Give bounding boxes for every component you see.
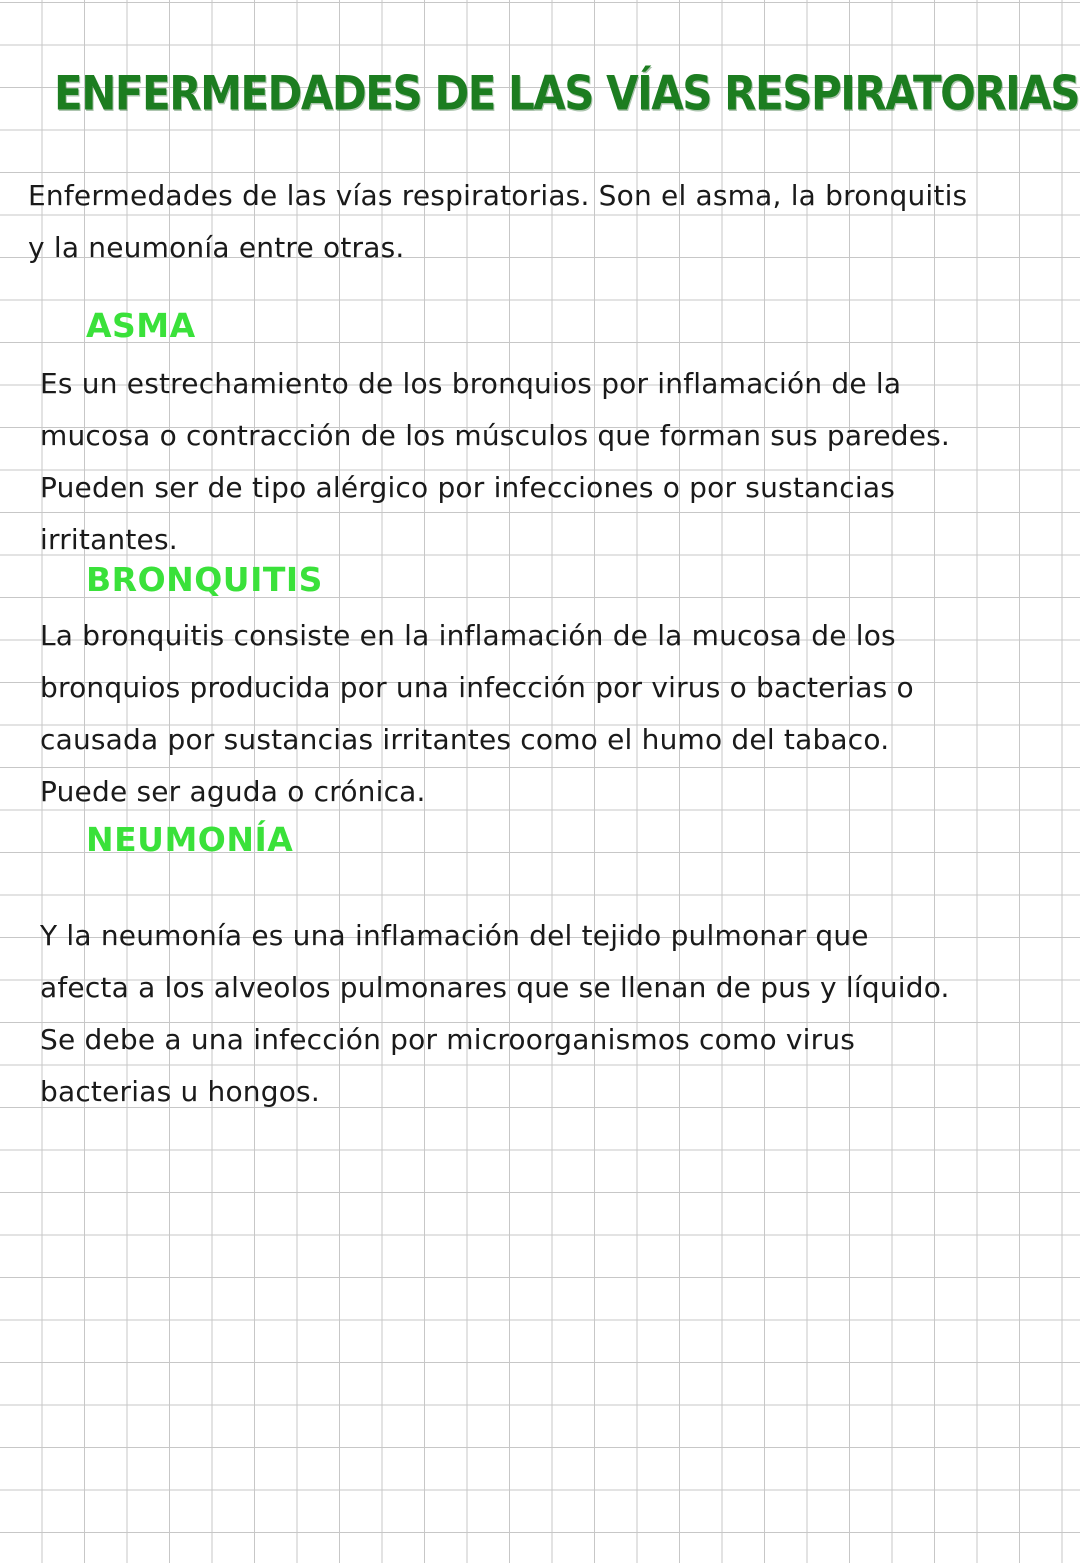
text-line: y la neumonía entre otras. <box>28 231 405 264</box>
text-line: causada por sustancias irritantes como el humo del tabaco. <box>40 723 890 756</box>
section-heading-neumonia: NEUMONÍA <box>86 820 294 859</box>
page-title: ENFERMEDADES DE LAS VÍAS RESPIRATORIAS <box>54 66 1080 121</box>
text-line: bacterias u hongos. <box>40 1075 320 1108</box>
text-line: bronquios producida por una infección por virus o bacterias o <box>40 671 914 704</box>
section-heading-bronquitis: BRONQUITIS <box>86 560 323 599</box>
text-line: Pueden ser de tipo alérgico por infecciones o por sustancias <box>40 471 896 504</box>
text-line: La bronquitis consiste en la inflamación de la mucosa de los <box>40 619 896 652</box>
text-line: afecta a los alveolos pulmonares que se llenan de pus y líquido. <box>40 971 950 1004</box>
section-body-asma <box>40 358 950 566</box>
text-line: Y la neumonía es una inflamación del tejido pulmonar que <box>40 919 869 952</box>
text-line: Es un estrechamiento de los bronquios por inflamación de la <box>40 367 902 400</box>
intro-paragraph <box>28 170 967 274</box>
text-line: Enfermedades de las vías respiratorias. Son el asma, la bronquitis <box>28 179 968 212</box>
text-line: Se debe a una infección por microorganismos como virus <box>40 1023 856 1056</box>
section-body-neumonia <box>40 910 950 1118</box>
text-line: irritantes. <box>40 523 178 556</box>
section-body-bronquitis <box>40 610 914 818</box>
text-line: Puede ser aguda o crónica. <box>40 775 426 808</box>
text-line: mucosa o contracción de los músculos que forman sus paredes. <box>40 419 951 452</box>
section-heading-asma: ASMA <box>86 306 196 345</box>
